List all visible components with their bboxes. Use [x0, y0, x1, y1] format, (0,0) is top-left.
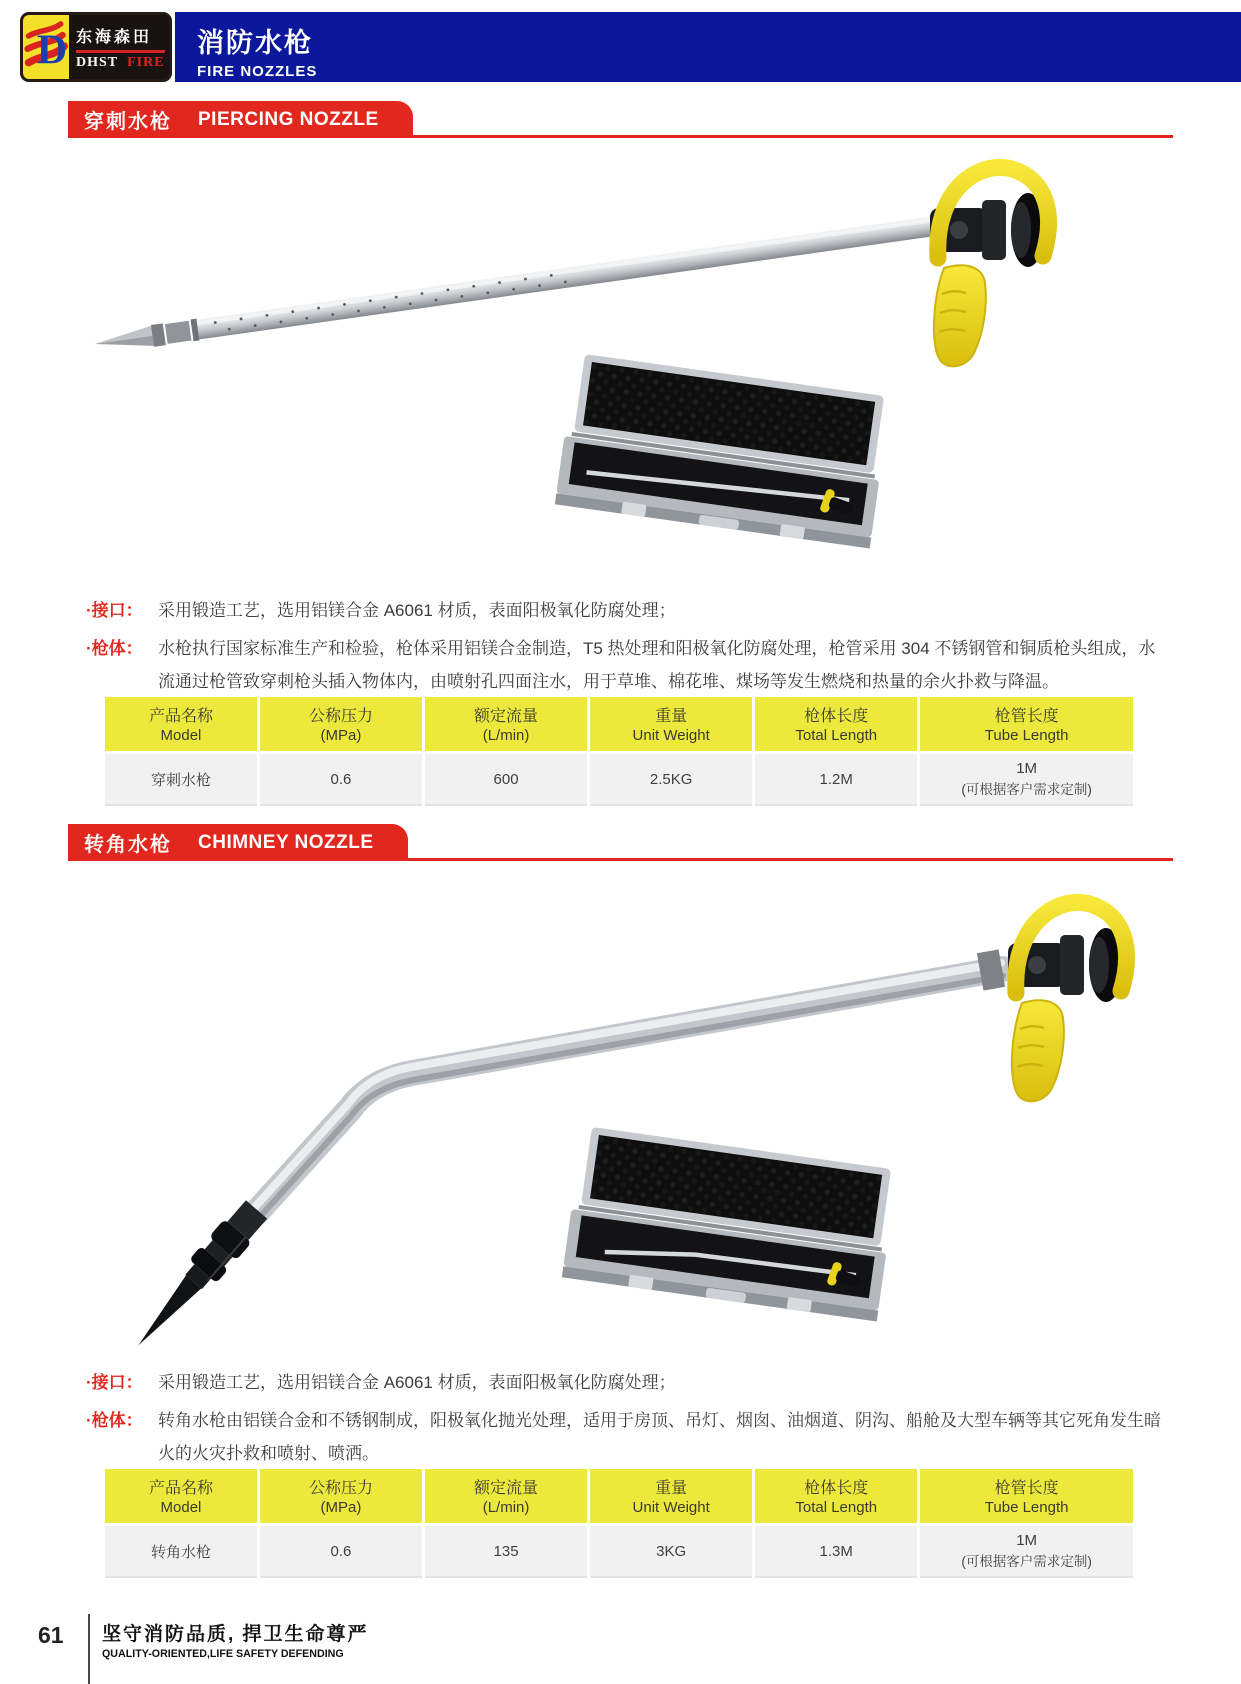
bullet-text: 转角水枪由铝镁合金和不锈钢制成，阳极氧化抛光处理，适用于房顶、吊灯、烟囱、油烟道、阴沟、船舱及大型车辆等其它死角发生暗火的火灾扑救和喷射、喷洒。: [158, 1411, 1161, 1463]
table-header-tube-length: 枪管长度 Tube Length: [920, 697, 1133, 751]
bullet-label: ·接口：: [86, 601, 143, 620]
footer-slogan-cn: 坚守消防品质, 捍卫生命尊严: [102, 1624, 369, 1645]
logo-abbrev: [76, 55, 165, 71]
bullet-text: 采用锻造工艺，选用铝镁合金 A6061 材质，表面阳极氧化防腐处理；: [158, 1373, 676, 1392]
section1-spec-table: [105, 697, 1133, 806]
logo-text-block: [69, 15, 170, 79]
logo-abbrev-dhst: DHST: [76, 54, 119, 70]
section2-title-cn: 转角水枪: [84, 834, 172, 856]
page-header-band: [175, 12, 1241, 82]
bullet-connector: [86, 594, 1164, 627]
svg-text:D: D: [36, 26, 68, 74]
table-header-total-length: 枪体长度 Total Length: [755, 697, 917, 751]
logo-divider: [76, 50, 165, 53]
footer-slogan-en: QUALITY-ORIENTED,LIFE SAFETY DEFENDING: [102, 1648, 344, 1660]
tube-length-note: (可根据客户需求定制): [961, 1554, 1092, 1569]
chimney-nozzle-image: [80, 865, 1140, 1357]
table-header-pressure: 公称压力 (MPa): [260, 697, 422, 751]
logo-company-name: 东海森田: [76, 28, 153, 46]
pistol-grip: [934, 265, 986, 366]
bullet-text: 采用锻造工艺，选用铝镁合金 A6061 材质，表面阳极氧化防腐处理；: [158, 601, 676, 620]
piercing-nozzle-illustration: [80, 148, 1080, 550]
table-cell-model: 穿刺水枪: [105, 754, 257, 806]
bullet-connector: [86, 1366, 1164, 1399]
section1-title-en: PIERCING NOZZLE: [198, 108, 379, 130]
flame-d-icon: [23, 18, 69, 76]
table-cell-pressure: 0.6: [260, 1526, 422, 1578]
table-cell-tube-length: [920, 754, 1133, 806]
bullet-label: ·接口：: [86, 1373, 143, 1392]
bullet-text: 水枪执行国家标准生产和检验，枪体采用铝镁合金制造，T5 热处理和阳极氧化防腐处理，枪管采用 304 不锈钢管和铜质枪头组成，水流通过枪管致穿刺枪头插入物体内，由喷射孔四面注水，用于草堆、棉花堆、煤场等发生燃烧和热量的余火扑救与降温。: [158, 639, 1156, 691]
section1-bullets: [86, 594, 1164, 703]
table-header-total-length: 枪体长度 Total Length: [755, 1469, 917, 1523]
table-cell-weight: 3KG: [590, 1526, 752, 1578]
footer-divider: [88, 1614, 90, 1684]
storage-case: [555, 353, 891, 549]
page-title-en: FIRE NOZZLES: [197, 63, 318, 80]
page-number: 61: [38, 1622, 64, 1648]
table-cell-weight: 2.5KG: [590, 754, 752, 806]
table-header-flow: 额定流量 (L/min): [425, 697, 587, 751]
section1-title-banner: [68, 101, 413, 138]
table-header-tube-length: 枪管长度 Tube Length: [920, 1469, 1133, 1523]
piercing-nozzle-image: [80, 148, 1080, 550]
table-header-model: 产品名称 Model: [105, 697, 257, 751]
pistol-grip: [1012, 1000, 1064, 1101]
section2-title-banner: [68, 824, 408, 861]
storage-case: [562, 1126, 898, 1322]
table-cell-total-length: 1.2M: [755, 754, 917, 806]
section2-spec-table: [105, 1469, 1133, 1578]
bullet-label: ·枪体：: [86, 1411, 143, 1430]
logo-abbrev-fire: FIRE: [127, 54, 165, 70]
section1-title-cn: 穿刺水枪: [84, 111, 172, 133]
table-header-weight: 重量 Unit Weight: [590, 697, 752, 751]
company-logo: [20, 12, 172, 82]
bullet-body: [86, 1404, 1164, 1470]
logo-mark: [23, 15, 69, 79]
section2-bullets: [86, 1366, 1164, 1475]
table-header-flow: 额定流量 (L/min): [425, 1469, 587, 1523]
table-header-weight: 重量 Unit Weight: [590, 1469, 752, 1523]
table-cell-flow: 135: [425, 1526, 587, 1578]
chimney-nozzle-illustration: [80, 865, 1140, 1357]
table-header-pressure: 公称压力 (MPa): [260, 1469, 422, 1523]
tube-length-value: 1M: [1016, 1532, 1038, 1549]
spike-head: [125, 1198, 270, 1357]
bullet-body: [86, 632, 1164, 698]
table-cell-flow: 600: [425, 754, 587, 806]
page-title-cn: 消防水枪: [197, 28, 313, 58]
table-header-model: 产品名称 Model: [105, 1469, 257, 1523]
table-cell-total-length: 1.3M: [755, 1526, 917, 1578]
tube-length-note: (可根据客户需求定制): [961, 782, 1092, 797]
lance-tube: [93, 215, 938, 355]
section2-title-en: CHIMNEY NOZZLE: [198, 831, 374, 853]
bullet-label: ·枪体：: [86, 639, 143, 658]
table-cell-model: 转角水枪: [105, 1526, 257, 1578]
table-cell-tube-length: [920, 1526, 1133, 1578]
tube-length-value: 1M: [1016, 760, 1038, 777]
table-cell-pressure: 0.6: [260, 754, 422, 806]
